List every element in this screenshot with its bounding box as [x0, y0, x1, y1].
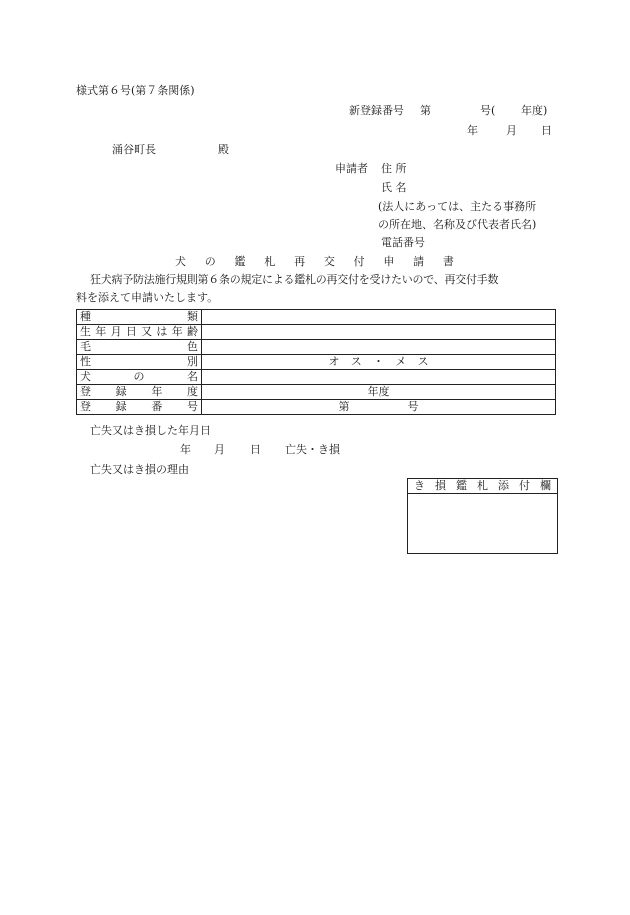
row-value-type[interactable] — [202, 310, 556, 325]
form-number: 様式第６号(第７条関係) — [76, 84, 195, 97]
row-value-coat-color[interactable] — [202, 340, 556, 355]
lost-type: 亡失・き損 — [285, 443, 340, 456]
date-year: 年 — [467, 124, 478, 137]
row-label-dog-name — [77, 370, 202, 385]
label-char: 別 — [187, 355, 198, 368]
title-char: 付 — [353, 255, 365, 268]
registration-go: 号( — [480, 104, 496, 117]
label-char: 月 — [110, 325, 122, 338]
row-label-registration-number — [77, 400, 202, 415]
label-char: 登 — [80, 400, 91, 413]
label-char: 生 — [80, 325, 91, 338]
lost-year: 年 — [180, 443, 191, 456]
row-value-registration-year[interactable] — [202, 385, 556, 400]
table-row-registration-number — [77, 400, 556, 415]
applicant-label: 申請者 — [335, 162, 368, 175]
applicant-address: 住 所 — [381, 162, 407, 175]
label-char: 日 — [125, 325, 137, 338]
title-char: 申 — [383, 255, 395, 268]
label-char: 号 — [186, 400, 198, 413]
table-row-type — [77, 310, 556, 325]
sex-option-char: オ — [328, 355, 340, 368]
label-char: 毛 — [80, 340, 91, 353]
registration-nendo: 年度) — [521, 104, 548, 117]
sex-separator: ・ — [373, 355, 384, 368]
registration-dai: 第 — [420, 104, 431, 117]
row-value-registration-number[interactable] — [202, 400, 556, 415]
label-char: は — [156, 325, 168, 338]
title-char: 犬 — [175, 255, 186, 268]
label-char: 番 — [151, 400, 163, 413]
title-char: 再 — [294, 255, 306, 268]
title-char: 鑑 — [234, 255, 246, 268]
date-month: 月 — [506, 124, 517, 137]
header-char: 札 — [477, 479, 488, 492]
row-label-registration-year — [77, 385, 202, 400]
header-char: 鑑 — [456, 479, 467, 492]
row-value-sex[interactable] — [202, 355, 556, 370]
table-row-sex — [77, 355, 556, 370]
registration-label: 新登録番号 — [349, 104, 404, 117]
applicant-note-line1: (法人にあっては、主たる事務所 — [378, 200, 537, 213]
sex-option-char: ス — [350, 355, 362, 368]
label-char: 犬 — [80, 370, 91, 383]
label-char: 年 — [95, 325, 107, 338]
label-char: 登 — [80, 385, 91, 398]
lost-date-label: 亡失又はき損した年月日 — [90, 424, 211, 437]
table-row-dog-name — [77, 370, 556, 385]
row-label-birthdate-age — [77, 325, 202, 340]
applicant-phone: 電話番号 — [381, 236, 425, 249]
label-char: 齢 — [186, 325, 198, 338]
table-row-registration-year — [77, 385, 556, 400]
sex-option-char: ス — [417, 355, 429, 368]
label-char: 録 — [115, 400, 127, 413]
dog-info-table — [76, 309, 556, 415]
label-char: 年 — [151, 385, 163, 398]
date-day: 日 — [541, 124, 552, 137]
table-row-birthdate-age — [77, 325, 556, 340]
applicant-note-line2: の所在地、名称及び代表者氏名) — [378, 218, 537, 231]
label-char: 年 — [171, 325, 183, 338]
sex-option-char: メ — [395, 355, 407, 368]
title-char: 書 — [442, 255, 454, 268]
row-value-birthdate-age[interactable] — [202, 325, 556, 340]
title-char: 請 — [413, 255, 425, 268]
lost-reason-label: 亡失又はき損の理由 — [90, 463, 189, 476]
addressee-honorific: 殿 — [218, 143, 229, 156]
damaged-tag-attachment-box — [407, 478, 558, 554]
table-row-coat-color — [77, 340, 556, 355]
header-char: 付 — [519, 479, 530, 492]
document-title — [175, 255, 454, 269]
row-label-type — [77, 310, 202, 325]
applicant-name: 氏 名 — [381, 181, 407, 194]
label-char: 種 — [80, 310, 91, 323]
row-label-sex — [77, 355, 202, 370]
header-char: 損 — [435, 479, 446, 492]
body-text-line2: 料を添えて申請いたします。 — [76, 291, 219, 304]
label-char: の — [133, 370, 145, 383]
label-char: 名 — [187, 370, 198, 383]
body-text-line1: 狂犬病予防法施行規則第６条の規定による鑑札の再交付を受けたいので、再交付手数 — [90, 273, 499, 286]
label-char: 度 — [186, 385, 198, 398]
header-char: き — [414, 479, 425, 492]
label-char: 録 — [115, 385, 127, 398]
label-char: 類 — [187, 310, 198, 323]
go-text: 号 — [407, 400, 419, 413]
lost-day: 日 — [250, 443, 261, 456]
header-char: 欄 — [540, 479, 551, 492]
dai-text: 第 — [338, 400, 350, 413]
label-char: 色 — [187, 340, 198, 353]
label-char: 又 — [141, 325, 153, 338]
title-char: 札 — [264, 255, 276, 268]
label-char: 性 — [80, 355, 91, 368]
header-char: 添 — [498, 479, 509, 492]
title-char: の — [204, 255, 216, 268]
title-char: 交 — [323, 255, 335, 268]
addressee-name: 涌谷町長 — [112, 143, 156, 156]
row-value-dog-name[interactable] — [202, 370, 556, 385]
nendo-text: 年度 — [367, 385, 390, 398]
attachment-box-header — [408, 479, 557, 494]
row-label-coat-color — [77, 340, 202, 355]
lost-month: 月 — [214, 443, 225, 456]
